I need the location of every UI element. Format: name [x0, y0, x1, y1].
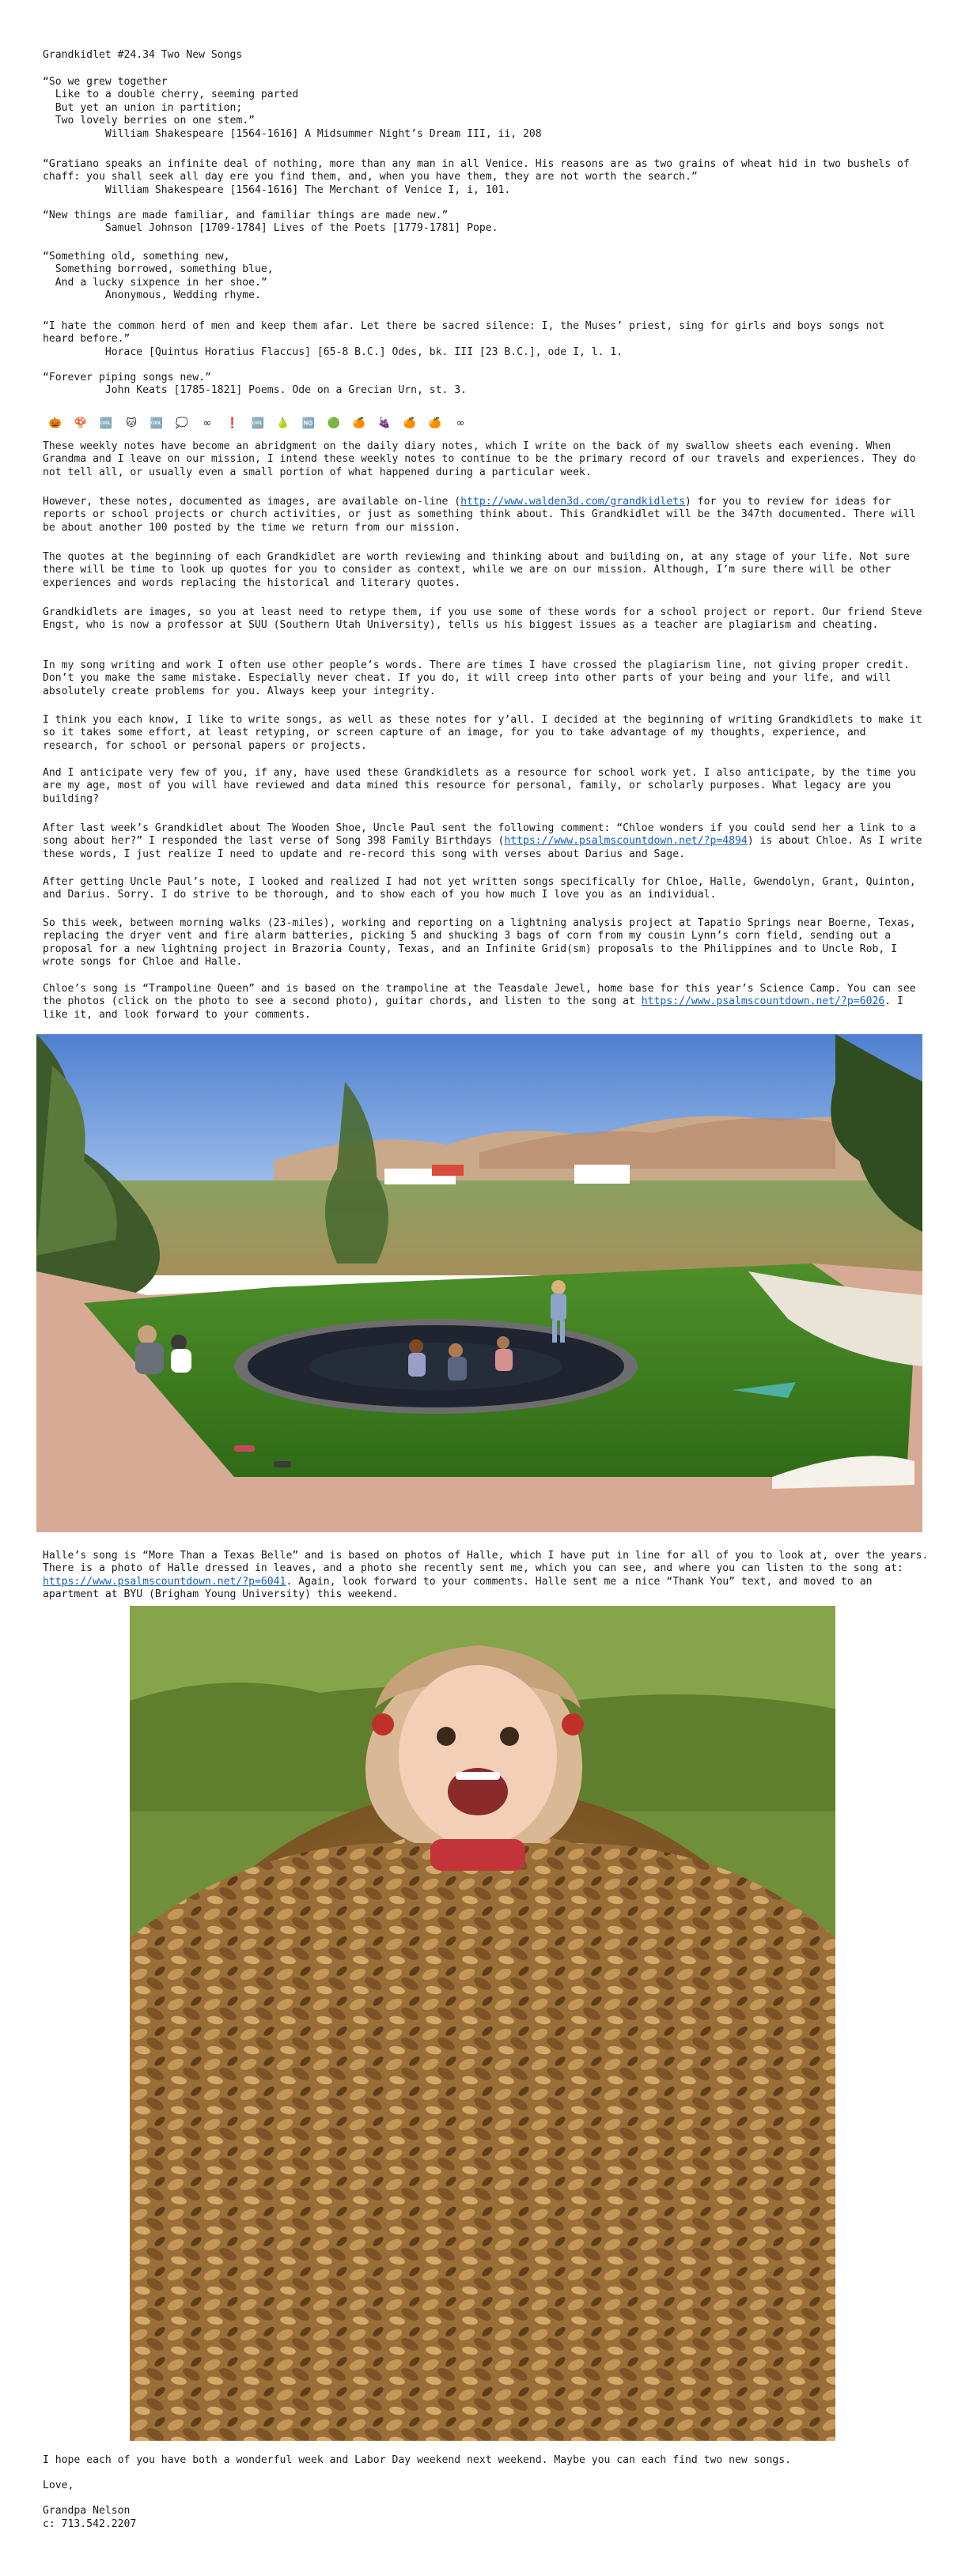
- quote-shakespeare-merchant: “Gratiano speaks an infinite deal of nothing, more than any man in all Venice. His reasons are as two grains of wheat hid in two bushels of chaff: you shall seek all day ere you find them, and, when you have them, they are not worth the search.” William Shakespeare [1564-1616] The Merchant of Venice I, i, 101.: [43, 158, 910, 196]
- emoji-icon: 🐱: [126, 417, 137, 429]
- paragraph-songs-for-grandkids: After getting Uncle Paul’s note, I looked and realized I had not yet written songs specifically for Chloe, Halle, Gwendolyn, Grant, Quinton, and Darius. Sorry. I do strive to be thorough, and to show each of you how much I love you as an individual.: [43, 876, 916, 901]
- signoff-love: Love,: [43, 2480, 74, 2491]
- trampoline-photo-art: [36, 1034, 922, 1532]
- emoji-icon: 🍊: [403, 417, 417, 429]
- emoji-divider-row: [43, 416, 473, 432]
- emoji-icon: 🍊: [352, 417, 366, 429]
- trampoline-queen-link[interactable]: https://www.psalmscountdown.net/?p=6026: [641, 995, 885, 1008]
- emoji-icon: 🆒: [251, 417, 265, 429]
- paragraph-chloe-song: Chloe’s song is “Trampoline Queen” and is based on the trampoline at the Teasdale Jewel, home base for this year’s Science Camp. You can see the photos (click on the photo to see a second photo), guitar chords, and listen to the song at https://www.psalmscountdown.net/?p=6026. I like it, and look forward to your comments.: [43, 983, 916, 1021]
- emoji-icon: 🟢: [327, 417, 341, 429]
- paragraph-songs-effort: I think you each know, I like to write songs, as well as these notes for y’all. I decided at the beginning of writing Grandkidlets to make it so it takes some effort, at least retyping, or screen capture of an image, for you to take advantage of my thoughts, experience, and research, for school or personal papers or projects.: [43, 714, 922, 752]
- paragraph-closing: I hope each of you have both a wonderful week and Labor Day weekend next weekend. Maybe you can each find two new songs.: [43, 2454, 791, 2466]
- document-title: Grandkidlet #24.34 Two New Songs: [43, 49, 243, 61]
- paragraph-uncle-paul-comment: After last week’s Grandkidlet about The Wooden Shoe, Uncle Paul sent the following comment: “Chloe wonders if you could send her a link to a song about her?” I responded the last verse of Song 398 Family Birthdays (https://www.psalmscountdown.net/?p=4894) is about Chloe. As I write these words, I just realize I need to update and re-record this song with verses about Darius and Sage.: [43, 822, 922, 860]
- quote-wedding-rhyme: “Something old, something new, Something borrowed, something blue, And a lucky sixpence in her shoe.” Anonymous, Wedding rhyme.: [43, 251, 274, 302]
- signoff-name: Grandpa Nelson: [43, 2505, 131, 2517]
- emoji-icon: 💭: [175, 417, 189, 429]
- emoji-icon: 🎃: [48, 417, 62, 429]
- emoji-icon: 🆖: [301, 417, 316, 429]
- paragraph-this-week: So this week, between morning walks (23-miles), working and reporting on a lightning analysis project at Tapatio Springs near Boerne, Texas, replacing the dryer vent and fire alarm batteries, picking 5 and shucking 3 bags of corn from my cousin Lynn’s corn field, sending out a proposal for a new lightning project in Brazoria County, Texas, and an Infinite Grid(sm) proposals to the Philippines and to Uncle Rob, I wrote songs for Chloe and Halle.: [43, 917, 916, 969]
- paragraph-plagiarism: Grandkidlets are images, so you at least need to retype them, if you use some of these words for a school project or report. Our friend Steve Engst, who is now a professor at SUU (Southern Utah University), tells us his biggest issues as a teacher are plagiarism and cheating.: [43, 606, 922, 632]
- quote-samuel-johnson: “New things are made familiar, and familiar things are made new.” Samuel Johnson [1709-1784] Lives of the Poets [1779-1781] Pope.: [43, 210, 498, 235]
- paragraph-legacy: And I anticipate very few of you, if any, have used these Grandkidlets as a resource for school work yet. I also anticipate, by the time you are my age, most of you will have reviewed and data mined this resource for personal, family, or scholarly purposes. What legacy are you building?: [43, 767, 916, 805]
- emoji-icon: 🍄: [74, 417, 88, 429]
- emoji-icon: ∞: [203, 417, 212, 429]
- emoji-icon: ❗: [225, 417, 240, 429]
- signoff-phone: c: 713.542.2207: [43, 2518, 137, 2530]
- paragraph-online-availability: However, these notes, documented as images, are available on-line (http://www.walden3d.com/grandkidlets) for you to review for ideas for reports or school projects or church activities, or just as something think about. This Grandkidlet will be the 347th documented. There will be about another 100 posted by the time we return from our mission.: [43, 496, 916, 534]
- paragraph-quotes: The quotes at the beginning of each Grandkidlet are worth reviewing and thinking about and building on, at any stage of your life. Not sure there will be time to look up quotes for you to consider as context, while we are on our mission. Although, I’m sure there will be other experiences and words replacing the historical and literary quotes.: [43, 551, 910, 589]
- emoji-icon: 🍇: [377, 417, 392, 429]
- emoji-icon: 🍊: [428, 417, 442, 429]
- emoji-icon: ∞: [456, 417, 465, 429]
- halle-leaves-photo-art: [130, 1606, 835, 2441]
- emoji-icon: 🍐: [276, 417, 290, 429]
- texas-belle-link[interactable]: https://www.psalmscountdown.net/?p=6041: [43, 1575, 286, 1588]
- halle-leaves-photo: [130, 1606, 835, 2441]
- song-398-link[interactable]: https://www.psalmscountdown.net/?p=4894: [504, 835, 748, 848]
- paragraph-halle-song: Halle’s song is “More Than a Texas Belle” and is based on photos of Halle, which I have put in line for all of you to look at, over the years. There is a photo of Halle dressed in leaves, and a photo she recently sent me, which you can see, and where you can listen to the song at: https://www.psalmscountdown.net/?p=6041. Again, look forward to your comments. Halle sent me a nice “Thank You” text, and moved to an apartment at BYU (Brigham Young University) this weekend.: [43, 1550, 929, 1601]
- paragraph-weekly-notes: These weekly notes have become an abridgment on the daily diary notes, which I write on the back of my swallow sheets each evening. When Grandma and I leave on our mission, I intend these weekly notes to continue to be the primary record of our travels and experiences. They do not tell all, or usually even a small portion of what happened during a particular week.: [43, 440, 916, 478]
- trampoline-photo: [36, 1034, 922, 1532]
- walden3d-grandkidlets-link[interactable]: http://www.walden3d.com/grandkidlets: [460, 496, 685, 508]
- quote-shakespeare-midsummer: “So we grew together Like to a double cherry, seeming parted But yet an union in partition; Two lovely berries on one stem.” William Shakespeare [1564-1616] A Midsummer Night’s Dream III, ii, 208: [43, 76, 542, 140]
- quote-keats: “Forever piping songs new.” John Keats [1785-1821] Poems. Ode on a Grecian Urn, st. 3.: [43, 372, 468, 397]
- paragraph-integrity: In my song writing and work I often use other people’s words. There are times I have crossed the plagiarism line, not giving proper credit. Don’t you make the same mistake. Especially never cheat. If you do, it will creep into other parts of your being and your life, and will absolutely create problems for you. Always keep your integrity.: [43, 659, 910, 697]
- quote-horace: “I hate the common herd of men and keep them afar. Let there be sacred silence: I, the Muses’ priest, sing for girls and boys songs not heard before.” Horace [Quintus Horatius Flaccus] [65-8 B.C.] Odes, bk. III [23 B.C.], ode I, l. 1.: [43, 320, 885, 358]
- emoji-icon: 🆒: [150, 417, 164, 429]
- emoji-icon: 🆒: [99, 417, 113, 429]
